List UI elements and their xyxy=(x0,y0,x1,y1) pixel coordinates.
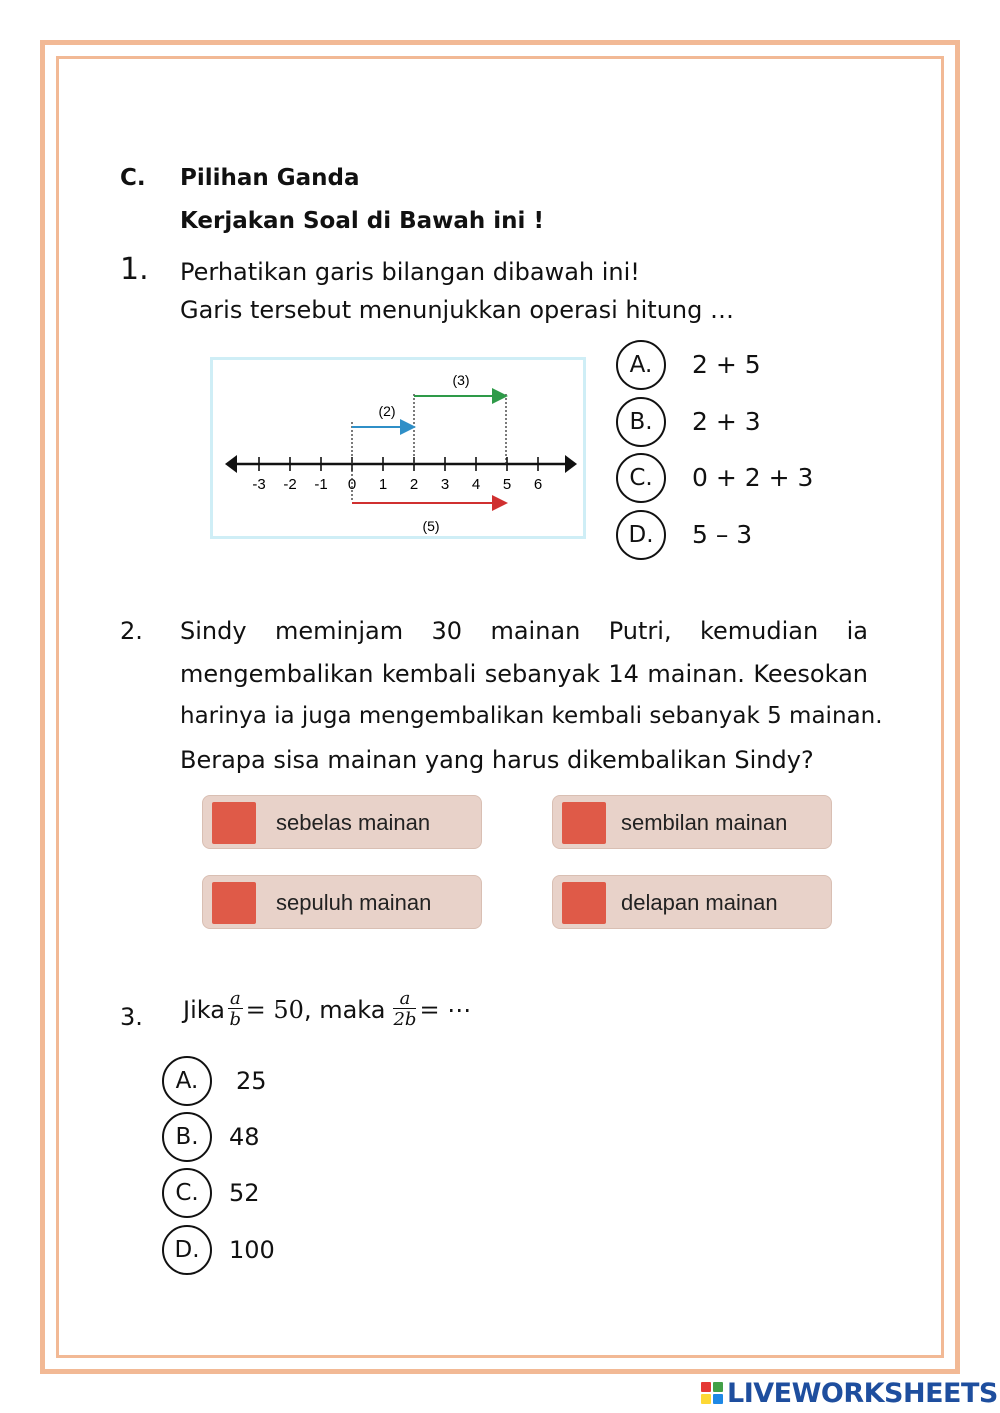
q1-option-c-value: 0 + 2 + 3 xyxy=(692,463,814,492)
checkbox-square[interactable] xyxy=(562,882,606,924)
q1-number: 1. xyxy=(120,252,149,287)
q3-option-a-value: 25 xyxy=(236,1067,267,1095)
q1-option-a-value: 2 + 5 xyxy=(692,350,761,379)
q3-option-d-value: 100 xyxy=(229,1236,275,1264)
axis-right-arrow xyxy=(565,455,577,473)
q3-option-b-letter: B. xyxy=(175,1124,199,1150)
tick-label: 3 xyxy=(440,476,450,493)
tick-label: 5 xyxy=(502,476,512,493)
q3-fraction-1 xyxy=(228,990,243,1029)
q3-option-c[interactable] xyxy=(162,1168,212,1218)
q2-choice-label: sepuluh mainan xyxy=(276,890,432,915)
q3-eq1: = 50 xyxy=(245,995,304,1024)
q2-text-line2: mengembalikan kembali sebanyak 14 mainan. Keesokan xyxy=(180,660,868,688)
tick-label: 1 xyxy=(378,476,388,493)
tick-label: 2 xyxy=(409,476,419,493)
q2-number: 2. xyxy=(120,617,143,645)
q3-option-b-value: 48 xyxy=(229,1123,260,1151)
q2-choice-label: sebelas mainan xyxy=(276,810,431,835)
q2-choice-delapan[interactable] xyxy=(552,875,832,929)
q3-fraction-2 xyxy=(393,990,416,1029)
q1-option-a[interactable] xyxy=(616,340,666,390)
tick-label: 4 xyxy=(471,476,481,493)
q3-option-c-value: 52 xyxy=(229,1179,260,1207)
q3-eq2: = ⋯ xyxy=(419,995,472,1024)
q3-number: 3. xyxy=(120,1003,143,1031)
q3-option-a-letter: A. xyxy=(175,1068,199,1094)
q2-text-line3: harinya ia juga mengembalikan kembali sebanyak 5 mainan. xyxy=(180,703,883,729)
tick-label: 6 xyxy=(533,476,543,493)
q3-frac1-denominator: b xyxy=(229,1009,242,1030)
q2-choice-sembilan[interactable] xyxy=(552,795,832,849)
liveworksheets-logo-icon xyxy=(700,1381,724,1405)
section-instruction: Kerjakan Soal di Bawah ini ! xyxy=(180,208,544,234)
label-2: (2) xyxy=(378,403,396,419)
q2-choice-label: delapan mainan xyxy=(621,890,778,915)
q1-text-line2: Garis tersebut menunjukkan operasi hitung … xyxy=(180,296,734,324)
tick-label: -2 xyxy=(283,476,297,493)
label-5: (5) xyxy=(422,518,440,534)
q3-middle: , maka xyxy=(303,995,386,1024)
q3-equation xyxy=(183,990,471,1029)
q3-option-d-letter: D. xyxy=(174,1237,200,1263)
q1-option-d-value: 5 – 3 xyxy=(692,520,753,549)
checkbox-square[interactable] xyxy=(562,802,606,844)
q2-text-line4: Berapa sisa mainan yang harus dikembalikan Sindy? xyxy=(180,746,814,774)
q2-choice-label: sembilan mainan xyxy=(621,810,788,835)
checkbox-square[interactable] xyxy=(212,882,256,924)
q1-option-d-letter: D. xyxy=(628,522,654,548)
q1-text-line1: Perhatikan garis bilangan dibawah ini! xyxy=(180,258,640,286)
q3-frac2-numerator: a xyxy=(393,990,416,1009)
q3-option-d[interactable] xyxy=(162,1225,212,1275)
q2-choice-sepuluh[interactable] xyxy=(202,875,482,929)
section-title: Pilihan Ganda xyxy=(180,165,360,191)
q2-choice-sebelas[interactable] xyxy=(202,795,482,849)
q3-option-a[interactable] xyxy=(162,1056,212,1106)
liveworksheets-logo[interactable] xyxy=(700,1378,998,1408)
label-3: (3) xyxy=(452,372,470,388)
q3-frac1-numerator: a xyxy=(229,988,241,1009)
tick-label: 0 xyxy=(347,476,357,493)
q1-option-c-letter: C. xyxy=(629,465,653,491)
q1-option-b-letter: B. xyxy=(629,409,653,435)
q3-option-b[interactable] xyxy=(162,1112,212,1162)
q1-option-a-letter: A. xyxy=(629,352,653,378)
q3-option-c-letter: C. xyxy=(175,1180,199,1206)
q1-option-b[interactable] xyxy=(616,397,666,447)
checkbox-square[interactable] xyxy=(212,802,256,844)
section-letter: C. xyxy=(120,165,146,191)
q1-option-d[interactable] xyxy=(616,510,666,560)
q2-text-line1: Sindy meminjam 30 mainan Putri, kemudian ia xyxy=(180,617,868,645)
axis-left-arrow xyxy=(225,455,237,473)
liveworksheets-logo-text: LIVEWORKSHEETS xyxy=(727,1377,998,1409)
q3-frac2-denominator: 2b xyxy=(393,1009,417,1030)
q3-prefix: Jika xyxy=(183,995,225,1024)
q1-option-b-value: 2 + 3 xyxy=(692,407,761,436)
number-line-diagram xyxy=(213,360,583,536)
tick-label: -3 xyxy=(252,476,266,493)
tick-label: -1 xyxy=(314,476,328,493)
number-line-figure xyxy=(210,357,586,539)
q1-option-c[interactable] xyxy=(616,453,666,503)
